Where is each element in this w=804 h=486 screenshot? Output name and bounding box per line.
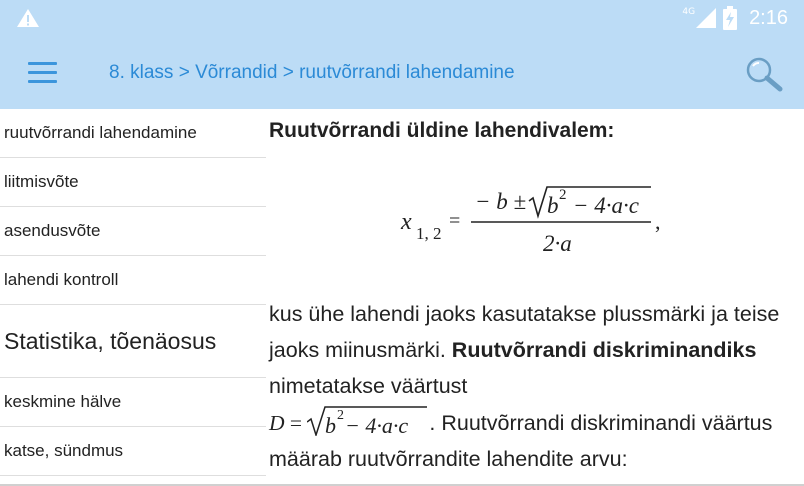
sidebar-item-label: lahendi kontroll: [4, 270, 119, 289]
sidebar: [0, 109, 266, 486]
battery-charging-icon: [723, 6, 737, 30]
discriminant-symbol: D: [269, 411, 285, 435]
sidebar-item-keskmine-halve[interactable]: [0, 378, 266, 427]
formula-equals: =: [449, 210, 461, 232]
sidebar-item-liitmisvote[interactable]: [0, 158, 266, 207]
lesson-paragraph: [269, 296, 799, 477]
root-b: b: [325, 413, 337, 436]
lesson-content: [269, 109, 804, 486]
quadratic-formula: [399, 177, 679, 267]
formula-denominator: 2·a: [543, 231, 572, 256]
formula-trailing-comma: ,: [655, 209, 661, 234]
formula-radicand-b: b: [547, 193, 559, 218]
sidebar-item-ruutvorrandi-lahendamine[interactable]: [0, 109, 266, 158]
sidebar-item-label: asendusvõte: [4, 221, 101, 240]
root-exp: 2: [337, 408, 345, 423]
paragraph-text-3: . Ruutvõrrandi diskriminandi väärtus määrab ruutvõrrandite lahendite arvu:: [269, 411, 773, 471]
sidebar-item-label: katse, sündmus: [4, 441, 124, 460]
paragraph-bold-term: Ruutvõrrandi diskriminandiks: [451, 338, 757, 362]
hamburger-menu-icon[interactable]: [28, 60, 58, 86]
paragraph-text-2: nimetatakse väärtust: [269, 374, 468, 398]
formula-lhs-sub: 1, 2: [416, 224, 442, 243]
sidebar-section-statistika[interactable]: [0, 305, 266, 378]
root-rest: − 4·a·c: [345, 413, 409, 436]
sidebar-item-asendusvote[interactable]: [0, 207, 266, 256]
network-type-label: 4G: [682, 7, 696, 17]
status-time: 2:16: [749, 6, 788, 29]
formula-radicand-exp: 2: [559, 187, 567, 203]
search-icon[interactable]: [744, 56, 784, 92]
warning-triangle-icon: [16, 8, 40, 28]
discriminant-root: [307, 404, 429, 436]
sidebar-item-label: ruutvõrrandi lahendamine: [4, 123, 197, 142]
paragraph-text-1: kus ühe lahendi jaoks kasutatakse plussmärki ja teise jaoks miinusmärki.: [269, 302, 780, 362]
status-right-group: [682, 4, 788, 32]
formula-lhs-var: x: [401, 209, 412, 235]
sidebar-section-label: Statistika, tõenäosus: [4, 327, 217, 354]
sidebar-item-lahendi-kontroll[interactable]: [0, 256, 266, 305]
formula-numerator-prefix: − b ±: [475, 189, 527, 214]
signal-icon: [695, 7, 717, 29]
sidebar-item-label: liitmisvõte: [4, 172, 79, 191]
breadcrumb: 8. klass > Võrrandid > ruutvõrrandi lahendamine: [109, 62, 515, 83]
sidebar-item-katse-sundmus[interactable]: [0, 427, 266, 476]
discriminant-equals: =: [284, 411, 308, 435]
sidebar-item-label: keskmine hälve: [4, 392, 122, 411]
formula-radicand-rest: − 4·a·c: [573, 193, 639, 218]
lesson-heading: Ruutvõrrandi üldine lahendivalem:: [269, 119, 615, 142]
app-bar: [0, 36, 804, 109]
status-bar: [0, 0, 804, 36]
